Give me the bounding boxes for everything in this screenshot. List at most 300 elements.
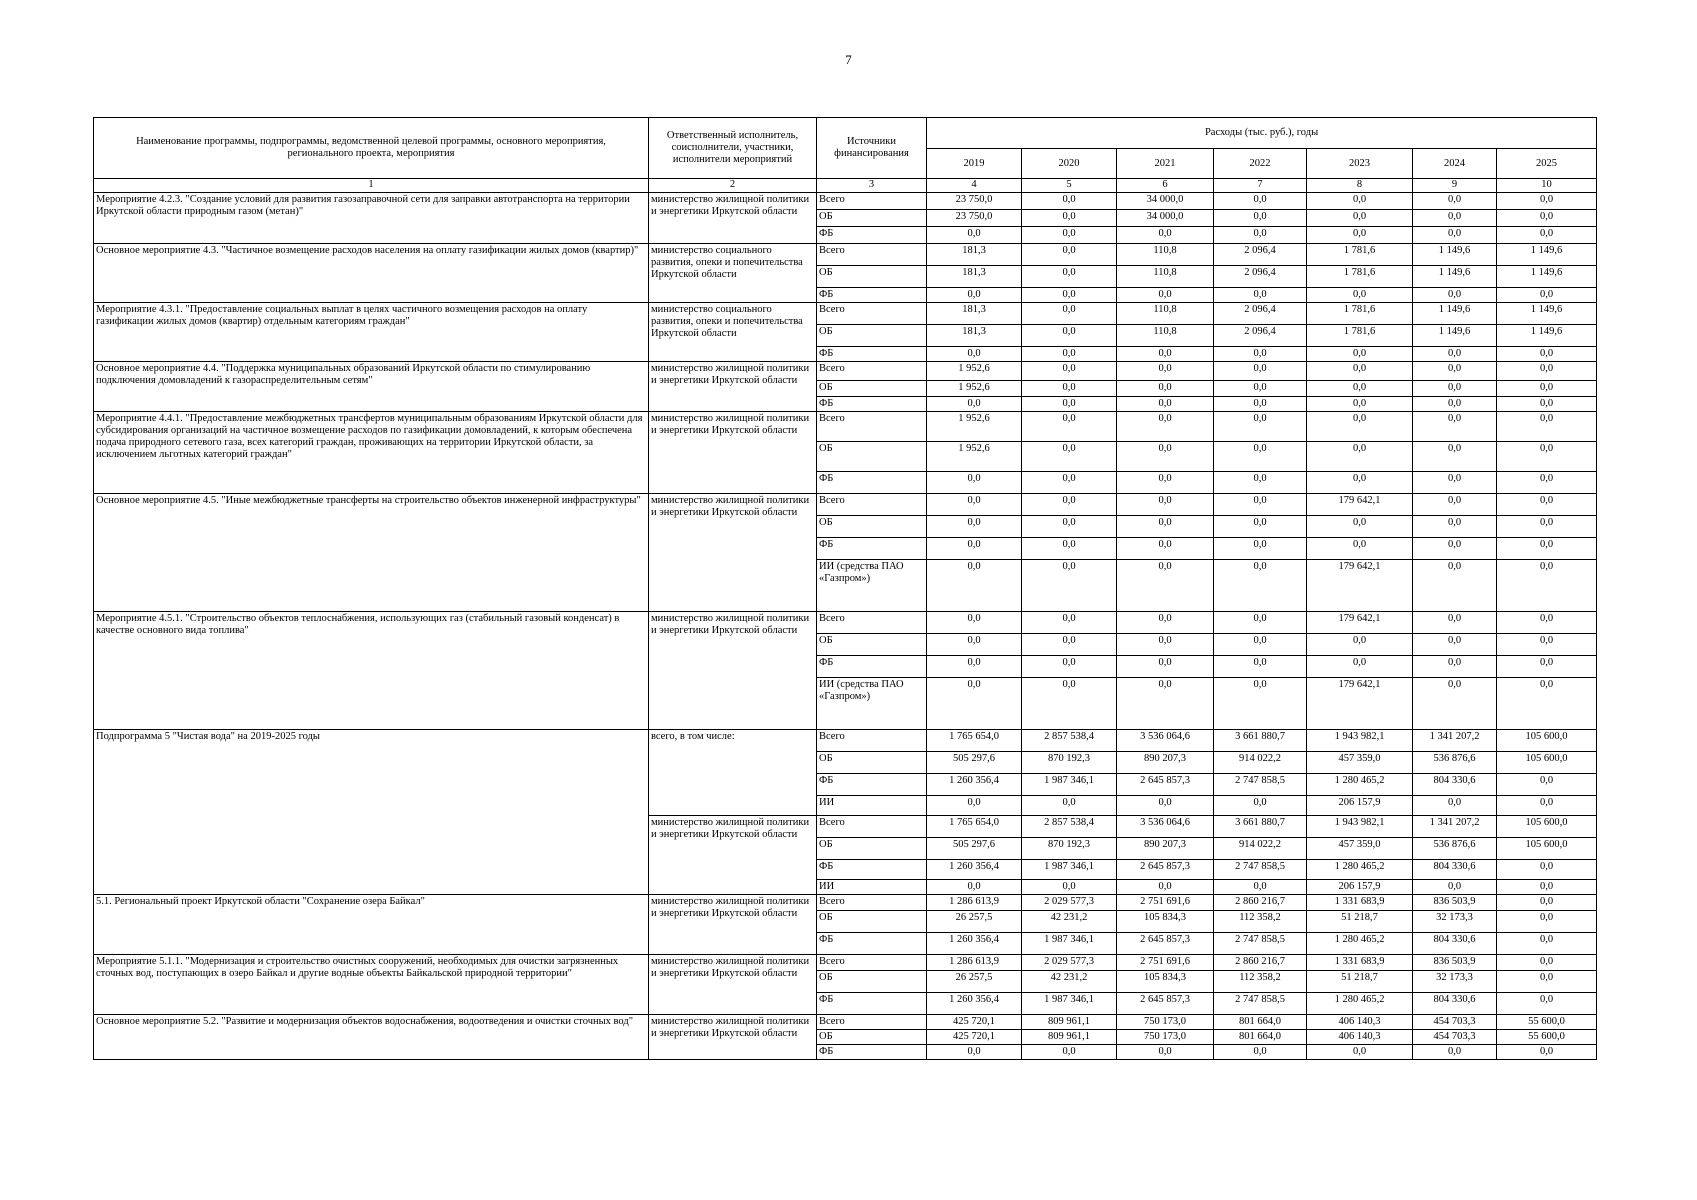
expense-value: 0,0 — [1497, 516, 1597, 538]
expense-value: 0,0 — [1413, 634, 1497, 656]
expense-value: 105 600,0 — [1497, 730, 1597, 752]
expense-value: 0,0 — [1022, 193, 1117, 210]
expense-value: 1 149,6 — [1497, 266, 1597, 288]
expense-value: 0,0 — [1497, 880, 1597, 895]
expense-value: 0,0 — [1497, 347, 1597, 362]
expense-value: 1 260 356,4 — [927, 774, 1022, 796]
expense-value: 0,0 — [1307, 397, 1413, 412]
funding-source: ИИ (средства ПАО «Газпром») — [817, 560, 927, 612]
expense-value: 1 260 356,4 — [927, 860, 1022, 880]
expense-value: 0,0 — [1413, 472, 1497, 494]
expense-value: 1 952,6 — [927, 381, 1022, 397]
executor: министерство жилищной политики и энергетики Иркутской области — [649, 1015, 817, 1060]
expense-value: 1 149,6 — [1497, 325, 1597, 347]
expense-value: 206 157,9 — [1307, 880, 1413, 895]
expense-value: 26 257,5 — [927, 971, 1022, 993]
expense-value: 836 503,9 — [1413, 895, 1497, 911]
expense-value: 0,0 — [1497, 362, 1597, 381]
expense-value: 0,0 — [1022, 656, 1117, 678]
activity-name: Основное мероприятие 4.5. "Иные межбюджетные трансферты на строительство объектов инженерной инфраструктуры" — [94, 494, 649, 612]
expense-value: 181,3 — [927, 244, 1022, 266]
expense-value: 0,0 — [1307, 472, 1413, 494]
executor: министерство жилищной политики и энергетики Иркутской области — [649, 362, 817, 412]
header-source: Источники финансирования — [817, 118, 927, 179]
expense-value: 0,0 — [1022, 412, 1117, 442]
expense-value: 0,0 — [1413, 227, 1497, 244]
expense-value: 1 149,6 — [1413, 266, 1497, 288]
expense-value: 454 703,3 — [1413, 1015, 1497, 1030]
expense-value: 0,0 — [1022, 612, 1117, 634]
expense-value: 1 987 346,1 — [1022, 860, 1117, 880]
expense-value: 0,0 — [1497, 656, 1597, 678]
expense-value: 1 952,6 — [927, 442, 1022, 472]
expense-value: 0,0 — [1022, 227, 1117, 244]
expense-value: 0,0 — [1117, 347, 1214, 362]
column-index: 7 — [1214, 179, 1307, 193]
funding-source: ФБ — [817, 397, 927, 412]
expense-value: 0,0 — [1117, 494, 1214, 516]
expense-value: 0,0 — [1117, 612, 1214, 634]
expense-value: 0,0 — [1022, 560, 1117, 612]
expense-value: 105 600,0 — [1497, 752, 1597, 774]
expense-value: 406 140,3 — [1307, 1030, 1413, 1045]
expense-value: 2 096,4 — [1214, 325, 1307, 347]
header-expenses: Расходы (тыс. руб.), годы — [927, 118, 1597, 149]
expense-value: 425 720,1 — [927, 1015, 1022, 1030]
expense-value: 0,0 — [1117, 634, 1214, 656]
expense-value: 0,0 — [1497, 911, 1597, 933]
expense-value: 0,0 — [1022, 494, 1117, 516]
expense-value: 0,0 — [1497, 993, 1597, 1015]
expense-value: 1 149,6 — [1497, 303, 1597, 325]
funding-source: ОБ — [817, 516, 927, 538]
executor: министерство жилищной политики и энергетики Иркутской области — [649, 412, 817, 494]
activity-name: Основное мероприятие 5.2. "Развитие и модернизация объектов водоснабжения, водоотведения и очистки сточных вод" — [94, 1015, 649, 1060]
expense-value: 0,0 — [1117, 1045, 1214, 1060]
expense-value: 0,0 — [1214, 880, 1307, 895]
table-row — [94, 412, 1597, 442]
expense-value: 2 747 858,5 — [1214, 774, 1307, 796]
expense-value: 1 286 613,9 — [927, 955, 1022, 971]
expense-value: 2 747 858,5 — [1214, 933, 1307, 955]
expense-value: 0,0 — [1214, 227, 1307, 244]
funding-source: Всего — [817, 193, 927, 210]
expense-value: 1 280 465,2 — [1307, 860, 1413, 880]
funding-source: Всего — [817, 412, 927, 442]
expense-value: 0,0 — [1022, 397, 1117, 412]
funding-source: ФБ — [817, 472, 927, 494]
expense-value: 0,0 — [927, 472, 1022, 494]
expense-value: 55 600,0 — [1497, 1015, 1597, 1030]
expense-value: 0,0 — [927, 656, 1022, 678]
expense-value: 0,0 — [1497, 1045, 1597, 1060]
funding-source: ОБ — [817, 266, 927, 288]
expense-value: 0,0 — [1214, 1045, 1307, 1060]
expense-value: 890 207,3 — [1117, 752, 1214, 774]
executor: министерство социального развития, опеки и попечительства Иркутской области — [649, 244, 817, 303]
expense-value: 0,0 — [927, 538, 1022, 560]
funding-source: Всего — [817, 955, 927, 971]
expense-value: 750 173,0 — [1117, 1030, 1214, 1045]
expense-value: 0,0 — [927, 516, 1022, 538]
expense-value: 870 192,3 — [1022, 838, 1117, 860]
expenses-table — [93, 117, 1597, 1060]
expense-value: 1 149,6 — [1413, 303, 1497, 325]
expense-value: 51 218,7 — [1307, 911, 1413, 933]
expense-value: 1 331 683,9 — [1307, 895, 1413, 911]
expense-value: 0,0 — [1307, 1045, 1413, 1060]
expense-value: 0,0 — [1413, 288, 1497, 303]
column-index: 2 — [649, 179, 817, 193]
activity-name: Основное мероприятие 4.4. "Поддержка муниципальных образований Иркутской области по стимулированию подключения домовладений к газораспределительным сетям" — [94, 362, 649, 412]
funding-source: Всего — [817, 362, 927, 381]
expense-value: 1 781,6 — [1307, 244, 1413, 266]
expense-value: 0,0 — [1497, 796, 1597, 816]
funding-source: Всего — [817, 612, 927, 634]
funding-source: ФБ — [817, 288, 927, 303]
expense-value: 2 029 577,3 — [1022, 955, 1117, 971]
expense-value: 55 600,0 — [1497, 1030, 1597, 1045]
expense-value: 0,0 — [1117, 560, 1214, 612]
expense-value: 0,0 — [1117, 656, 1214, 678]
expense-value: 457 359,0 — [1307, 752, 1413, 774]
funding-source: Всего — [817, 1015, 927, 1030]
expense-value: 181,3 — [927, 303, 1022, 325]
funding-source: ОБ — [817, 971, 927, 993]
expense-value: 105 600,0 — [1497, 816, 1597, 838]
header-year: 2025 — [1497, 149, 1597, 179]
table-row — [94, 612, 1597, 634]
table-row — [94, 193, 1597, 210]
expense-value: 23 750,0 — [927, 193, 1022, 210]
expense-value: 0,0 — [1413, 381, 1497, 397]
funding-source: ФБ — [817, 993, 927, 1015]
expense-value: 0,0 — [927, 634, 1022, 656]
expense-value: 0,0 — [1497, 560, 1597, 612]
column-index: 5 — [1022, 179, 1117, 193]
expense-value: 0,0 — [927, 796, 1022, 816]
expense-value: 0,0 — [1497, 895, 1597, 911]
funding-source: ФБ — [817, 933, 927, 955]
expense-value: 3 661 880,7 — [1214, 730, 1307, 752]
expense-value: 105 834,3 — [1117, 911, 1214, 933]
expense-value: 0,0 — [1307, 227, 1413, 244]
expense-value: 0,0 — [1497, 774, 1597, 796]
expense-value: 1 987 346,1 — [1022, 993, 1117, 1015]
activity-name: Основное мероприятие 4.3. "Частичное возмещение расходов населения на оплату газификации жилых домов (квартир)" — [94, 244, 649, 303]
expense-value: 0,0 — [927, 678, 1022, 730]
expense-value: 0,0 — [1307, 442, 1413, 472]
expense-value: 0,0 — [1497, 397, 1597, 412]
funding-source: ФБ — [817, 656, 927, 678]
expense-value: 181,3 — [927, 266, 1022, 288]
expense-value: 2 096,4 — [1214, 303, 1307, 325]
funding-source: Всего — [817, 816, 927, 838]
expense-value: 0,0 — [1117, 538, 1214, 560]
expense-value: 0,0 — [1117, 362, 1214, 381]
expense-value: 804 330,6 — [1413, 860, 1497, 880]
executor: министерство жилищной политики и энергетики Иркутской области — [649, 193, 817, 244]
expense-value: 0,0 — [1214, 796, 1307, 816]
expense-value: 0,0 — [1214, 412, 1307, 442]
header-year: 2024 — [1413, 149, 1497, 179]
executor: министерство жилищной политики и энергетики Иркутской области — [649, 895, 817, 955]
column-index: 9 — [1413, 179, 1497, 193]
expense-value: 536 876,6 — [1413, 838, 1497, 860]
expense-value: 2 751 691,6 — [1117, 955, 1214, 971]
expense-value: 0,0 — [1022, 303, 1117, 325]
expense-value: 0,0 — [1022, 244, 1117, 266]
expense-value: 112 358,2 — [1214, 971, 1307, 993]
expense-value: 809 961,1 — [1022, 1015, 1117, 1030]
table-row — [94, 362, 1597, 381]
activity-name: Подпрограмма 5 "Чистая вода" на 2019-2025 годы — [94, 730, 649, 895]
expense-value: 0,0 — [1497, 210, 1597, 227]
expense-value: 1 149,6 — [1413, 244, 1497, 266]
expense-value: 2 645 857,3 — [1117, 933, 1214, 955]
expense-value: 32 173,3 — [1413, 911, 1497, 933]
expense-value: 0,0 — [1022, 516, 1117, 538]
funding-source: ИИ (средства ПАО «Газпром») — [817, 678, 927, 730]
expense-value: 0,0 — [1022, 362, 1117, 381]
expense-value: 1 280 465,2 — [1307, 774, 1413, 796]
expense-value: 0,0 — [927, 288, 1022, 303]
expense-value: 0,0 — [1214, 193, 1307, 210]
expense-value: 105 600,0 — [1497, 838, 1597, 860]
expense-value: 23 750,0 — [927, 210, 1022, 227]
expense-value: 179 642,1 — [1307, 678, 1413, 730]
expense-value: 2 751 691,6 — [1117, 895, 1214, 911]
expense-value: 0,0 — [1413, 656, 1497, 678]
expense-value: 454 703,3 — [1413, 1030, 1497, 1045]
expense-value: 0,0 — [1022, 678, 1117, 730]
expense-value: 0,0 — [1117, 288, 1214, 303]
expense-value: 179 642,1 — [1307, 612, 1413, 634]
funding-source: ФБ — [817, 227, 927, 244]
expense-value: 914 022,2 — [1214, 752, 1307, 774]
expense-value: 0,0 — [1497, 227, 1597, 244]
expense-value: 1 149,6 — [1413, 325, 1497, 347]
funding-source: ОБ — [817, 911, 927, 933]
expense-value: 0,0 — [1214, 516, 1307, 538]
expense-value: 0,0 — [1214, 288, 1307, 303]
expense-value: 0,0 — [1413, 412, 1497, 442]
expense-value: 406 140,3 — [1307, 1015, 1413, 1030]
expense-value: 0,0 — [1497, 288, 1597, 303]
expense-value: 179 642,1 — [1307, 560, 1413, 612]
funding-source: ФБ — [817, 538, 927, 560]
expense-value: 1 260 356,4 — [927, 993, 1022, 1015]
expense-value: 0,0 — [1214, 656, 1307, 678]
expense-value: 0,0 — [1022, 634, 1117, 656]
expense-value: 536 876,6 — [1413, 752, 1497, 774]
expense-value: 0,0 — [1413, 193, 1497, 210]
expense-value: 0,0 — [1497, 612, 1597, 634]
expense-value: 0,0 — [1307, 288, 1413, 303]
header-year: 2022 — [1214, 149, 1307, 179]
expense-value: 3 536 064,6 — [1117, 816, 1214, 838]
expense-value: 0,0 — [1413, 612, 1497, 634]
expense-value: 0,0 — [1413, 678, 1497, 730]
page-number: 7 — [845, 52, 852, 67]
expense-value: 0,0 — [1307, 634, 1413, 656]
expense-value: 0,0 — [1214, 347, 1307, 362]
expense-value: 0,0 — [1413, 210, 1497, 227]
funding-source: ФБ — [817, 774, 927, 796]
expense-value: 0,0 — [1117, 381, 1214, 397]
expense-value: 1 765 654,0 — [927, 730, 1022, 752]
executor: всего, в том числе: — [649, 730, 817, 816]
expense-value: 0,0 — [927, 560, 1022, 612]
expense-value: 0,0 — [1413, 538, 1497, 560]
table-row — [94, 955, 1597, 971]
expense-value: 0,0 — [1307, 516, 1413, 538]
expense-value: 0,0 — [927, 494, 1022, 516]
expense-value: 0,0 — [1307, 412, 1413, 442]
expense-value: 0,0 — [1413, 880, 1497, 895]
expense-value: 0,0 — [1497, 971, 1597, 993]
expense-value: 0,0 — [1413, 796, 1497, 816]
expense-value: 1 149,6 — [1497, 244, 1597, 266]
expense-value: 34 000,0 — [1117, 193, 1214, 210]
expense-value: 34 000,0 — [1117, 210, 1214, 227]
column-index: 4 — [927, 179, 1022, 193]
expense-value: 2 860 216,7 — [1214, 895, 1307, 911]
funding-source: ФБ — [817, 1045, 927, 1060]
expense-value: 0,0 — [1117, 472, 1214, 494]
column-index: 6 — [1117, 179, 1214, 193]
expense-value: 0,0 — [1022, 266, 1117, 288]
expense-value: 750 173,0 — [1117, 1015, 1214, 1030]
funding-source: ФБ — [817, 860, 927, 880]
expense-value: 2 860 216,7 — [1214, 955, 1307, 971]
expense-value: 0,0 — [927, 612, 1022, 634]
funding-source: ОБ — [817, 1030, 927, 1045]
expense-value: 0,0 — [1307, 656, 1413, 678]
expense-value: 0,0 — [1117, 880, 1214, 895]
expense-value: 51 218,7 — [1307, 971, 1413, 993]
expense-value: 0,0 — [1497, 538, 1597, 560]
expense-value: 0,0 — [1413, 347, 1497, 362]
expense-value: 110,8 — [1117, 303, 1214, 325]
expense-value: 425 720,1 — [927, 1030, 1022, 1045]
expense-value: 110,8 — [1117, 244, 1214, 266]
expense-value: 505 297,6 — [927, 838, 1022, 860]
expense-value: 32 173,3 — [1413, 971, 1497, 993]
expense-value: 0,0 — [1117, 397, 1214, 412]
expense-value: 1 943 982,1 — [1307, 816, 1413, 838]
expense-value: 0,0 — [1214, 362, 1307, 381]
expense-value: 0,0 — [1497, 193, 1597, 210]
expense-value: 1 280 465,2 — [1307, 993, 1413, 1015]
expense-value: 809 961,1 — [1022, 1030, 1117, 1045]
expense-value: 0,0 — [1022, 538, 1117, 560]
funding-source: ОБ — [817, 442, 927, 472]
expense-value: 1 765 654,0 — [927, 816, 1022, 838]
expense-value: 0,0 — [1022, 325, 1117, 347]
expense-value: 0,0 — [1307, 538, 1413, 560]
expense-value: 1 943 982,1 — [1307, 730, 1413, 752]
expense-value: 0,0 — [1497, 860, 1597, 880]
expense-value: 1 280 465,2 — [1307, 933, 1413, 955]
expense-value: 0,0 — [1413, 516, 1497, 538]
executor: министерство социального развития, опеки и попечительства Иркутской области — [649, 303, 817, 362]
activity-name: 5.1. Региональный проект Иркутской области "Сохранение озера Байкал" — [94, 895, 649, 955]
funding-source: ОБ — [817, 838, 927, 860]
expense-value: 0,0 — [927, 1045, 1022, 1060]
expense-value: 801 664,0 — [1214, 1030, 1307, 1045]
table-row — [94, 730, 1597, 752]
expense-value: 0,0 — [1117, 796, 1214, 816]
executor: министерство жилищной политики и энергетики Иркутской области — [649, 816, 817, 895]
expense-value: 804 330,6 — [1413, 774, 1497, 796]
expense-value: 110,8 — [1117, 325, 1214, 347]
expense-value: 457 359,0 — [1307, 838, 1413, 860]
expense-value: 0,0 — [1214, 494, 1307, 516]
column-index: 10 — [1497, 179, 1597, 193]
expense-value: 206 157,9 — [1307, 796, 1413, 816]
expense-value: 0,0 — [1497, 933, 1597, 955]
header-name: Наименование программы, подпрограммы, ведомственной целевой программы, основного мероприятия, регионального проекта, мероприятия — [94, 118, 649, 179]
expense-value: 3 661 880,7 — [1214, 816, 1307, 838]
expense-value: 2 857 538,4 — [1022, 816, 1117, 838]
expense-value: 0,0 — [1413, 362, 1497, 381]
funding-source: ОБ — [817, 634, 927, 656]
expense-value: 0,0 — [1497, 678, 1597, 730]
activity-name: Мероприятие 4.3.1. "Предоставление социальных выплат в целях частичного возмещения расходов на оплату газификации жилых домов (квартир) отдельным категориям граждан" — [94, 303, 649, 362]
table-row — [94, 303, 1597, 325]
executor: министерство жилищной политики и энергетики Иркутской области — [649, 955, 817, 1015]
expense-value: 836 503,9 — [1413, 955, 1497, 971]
executor: министерство жилищной политики и энергетики Иркутской области — [649, 494, 817, 612]
expense-value: 914 022,2 — [1214, 838, 1307, 860]
expense-value: 1 781,6 — [1307, 303, 1413, 325]
expense-value: 1 952,6 — [927, 362, 1022, 381]
header-year: 2019 — [927, 149, 1022, 179]
header-year: 2021 — [1117, 149, 1214, 179]
expense-value: 42 231,2 — [1022, 971, 1117, 993]
expense-value: 1 781,6 — [1307, 266, 1413, 288]
expense-value: 0,0 — [1022, 347, 1117, 362]
funding-source: ИИ — [817, 880, 927, 895]
expense-value: 0,0 — [1117, 442, 1214, 472]
expense-value: 0,0 — [1413, 560, 1497, 612]
activity-name: Мероприятие 4.2.3. "Создание условий для развития газозаправочной сети для заправки автотранспорта на территории Иркутской области природным газом (метан)" — [94, 193, 649, 244]
expense-value: 1 952,6 — [927, 412, 1022, 442]
expense-value: 0,0 — [1117, 412, 1214, 442]
expense-value: 1 286 613,9 — [927, 895, 1022, 911]
table-row — [94, 1015, 1597, 1030]
expense-value: 0,0 — [1214, 442, 1307, 472]
expense-value: 0,0 — [1497, 634, 1597, 656]
header-executor: Ответственный исполнитель, соисполнители, участники, исполнители мероприятий — [649, 118, 817, 179]
expense-value: 0,0 — [1307, 362, 1413, 381]
column-index: 1 — [94, 179, 649, 193]
expense-value: 0,0 — [927, 347, 1022, 362]
expense-value: 0,0 — [1022, 381, 1117, 397]
expense-value: 0,0 — [1497, 472, 1597, 494]
expense-value: 0,0 — [1117, 227, 1214, 244]
expense-value: 0,0 — [1214, 397, 1307, 412]
expense-value: 804 330,6 — [1413, 933, 1497, 955]
expense-value: 890 207,3 — [1117, 838, 1214, 860]
header-year: 2020 — [1022, 149, 1117, 179]
table-row — [94, 494, 1597, 516]
expense-value: 0,0 — [1307, 193, 1413, 210]
funding-source: ОБ — [817, 752, 927, 774]
expense-value: 0,0 — [1497, 494, 1597, 516]
header-year: 2023 — [1307, 149, 1413, 179]
